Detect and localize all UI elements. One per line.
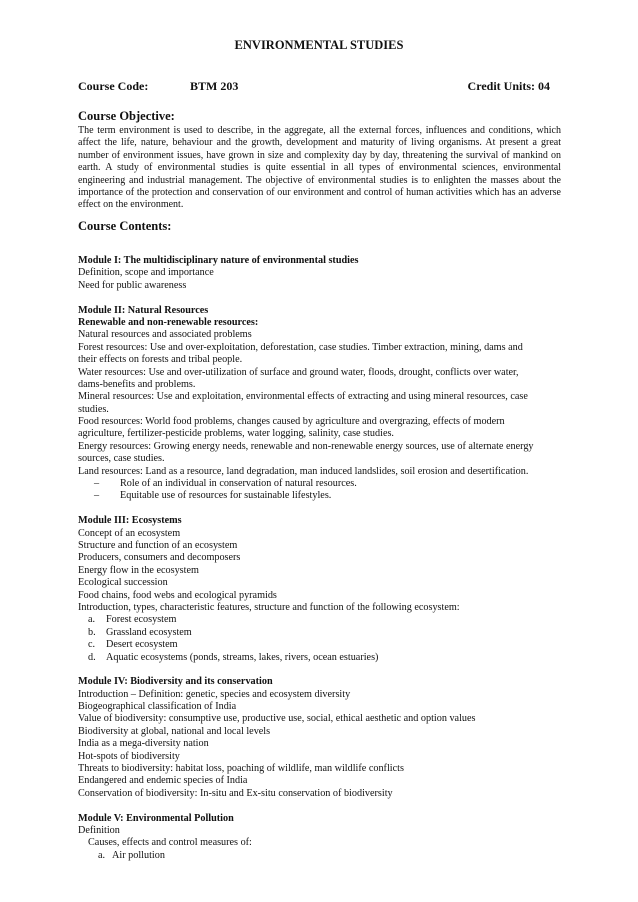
lettered-item-text: Grassland ecosystem [106,626,192,638]
lettered-item-text: Aquatic ecosystems (ponds, streams, lakes, rivers, ocean estuaries) [106,651,379,663]
list-item: Concept of an ecosystem [78,527,181,539]
dash-list-item [78,490,563,502]
module-subheading: Renewable and non-renewable resources: [78,316,259,328]
list-item: Biodiversity at global, national and local levels [78,725,271,737]
list-item: dams-benefits and problems. [78,378,196,390]
letter-marker: c. [88,639,96,651]
lettered-item-text: Desert ecosystem [106,639,178,651]
lettered-item-text: Air pollution [112,849,165,861]
list-item: Conservation of biodiversity: In-situ and Ex-situ conservation of biodiversity [78,787,393,799]
list-item: Water resources: Use and over-utilization of surface and ground water, floods, drought, conflicts over water, [78,366,519,378]
list-item: Food chains, food webs and ecological pyramids [78,589,277,601]
list-item: Introduction, types, characteristic features, structure and function of the following ecosystem: [78,601,460,613]
list-item: Threats to biodiversity: habitat loss, poaching of wildlife, man wildlife conflicts [78,763,404,775]
list-item: Causes, effects and control measures of: [88,837,252,849]
list-item: Food resources: World food problems, changes caused by agriculture and overgrazing, effects of modern [78,416,505,428]
module-heading: Module III: Ecosystems [78,515,182,527]
dash-list-item [78,478,563,490]
list-item: their effects on forests and tribal people. [78,354,243,366]
lettered-item [78,627,563,639]
course-contents [78,255,563,862]
module-heading: Module II: Natural Resources [78,304,209,316]
list-item: Producers, consumers and decomposers [78,552,241,564]
course-code-label: Course Code: [78,79,149,93]
list-item: Energy resources: Growing energy needs, renewable and non-renewable energy sources, use of alternate energy [78,440,534,452]
module-heading: Module V: Environmental Pollution [78,812,234,824]
objective-paragraph: The term environment is used to describe, in the aggregate, all the external forces, influences and conditions, which affect the life, nature, behaviour and the growth, development and maturity of living organisms. At present a great number of environment issues, have grown in size and complexity day by day, threatening the survival of mankind on earth. A study of environmental studies is quite essential in all types of environmental sciences, environmental engineering and industrial management. The objective of environmental studies is to enlighten the masses about the importance of the protection and conservation of our environment and control of human activities which has an adverse effect on the environment. [78,125,561,211]
letter-marker: a. [98,849,106,861]
course-code-value: BTM 203 [190,79,239,93]
list-item: studies. [78,403,109,415]
objective-heading: Course Objective: [78,109,175,123]
list-item: Definition [78,824,120,836]
list-item: Hot-spots of biodiversity [78,750,180,762]
list-item: Value of biodiversity: consumptive use, productive use, social, ethical aesthetic and option values [78,713,476,725]
list-item: Land resources: Land as a resource, land degradation, man induced landslides, soil erosion and desertification. [78,465,529,477]
module-heading: Module IV: Biodiversity and its conservation [78,676,273,688]
page-title: ENVIRONMENTAL STUDIES [234,38,404,52]
lettered-item [78,639,563,651]
lettered-item [78,614,563,626]
lettered-item-text: Forest ecosystem [106,614,177,626]
list-item: Ecological succession [78,577,168,589]
list-item: Endangered and endemic species of India [78,775,248,787]
letter-marker: b. [88,626,96,638]
list-item: sources, case studies. [78,453,165,465]
dash-item-text: Role of an individual in conservation of natural resources. [120,478,357,490]
lettered-item [78,652,563,664]
list-item: Mineral resources: Use and exploitation, environmental effects of extracting and using mineral resources, case [78,391,528,403]
credit-units: Credit Units: 04 [467,79,550,93]
list-item: Structure and function of an ecosystem [78,539,238,551]
letter-marker: a. [88,614,96,626]
list-item: Forest resources: Use and over-exploitation, deforestation, case studies. Timber extraction, mining, dams and [78,341,523,353]
lettered-item [78,850,563,862]
list-item: India as a mega-diversity nation [78,738,209,750]
module-heading: Module I: The multidisciplinary nature of environmental studies [78,255,359,266]
list-item: agriculture, fertilizer-pesticide problems, water logging, salinity, case studies. [78,428,394,440]
list-item: Need for public awareness [78,279,187,291]
dash-marker: – [94,478,100,490]
list-item: Energy flow in the ecosystem [78,564,199,576]
dash-item-text: Equitable use of resources for sustainable lifestyles. [120,490,332,502]
letter-marker: d. [88,651,96,663]
list-item: Introduction – Definition: genetic, species and ecosystem diversity [78,688,351,700]
list-item: Biogeographical classification of India [78,701,237,713]
list-item: Natural resources and associated problems [78,329,252,341]
course-code-row [78,80,550,95]
contents-heading: Course Contents: [78,219,172,233]
list-item: Definition, scope and importance [78,267,214,279]
dash-marker: – [94,490,100,502]
